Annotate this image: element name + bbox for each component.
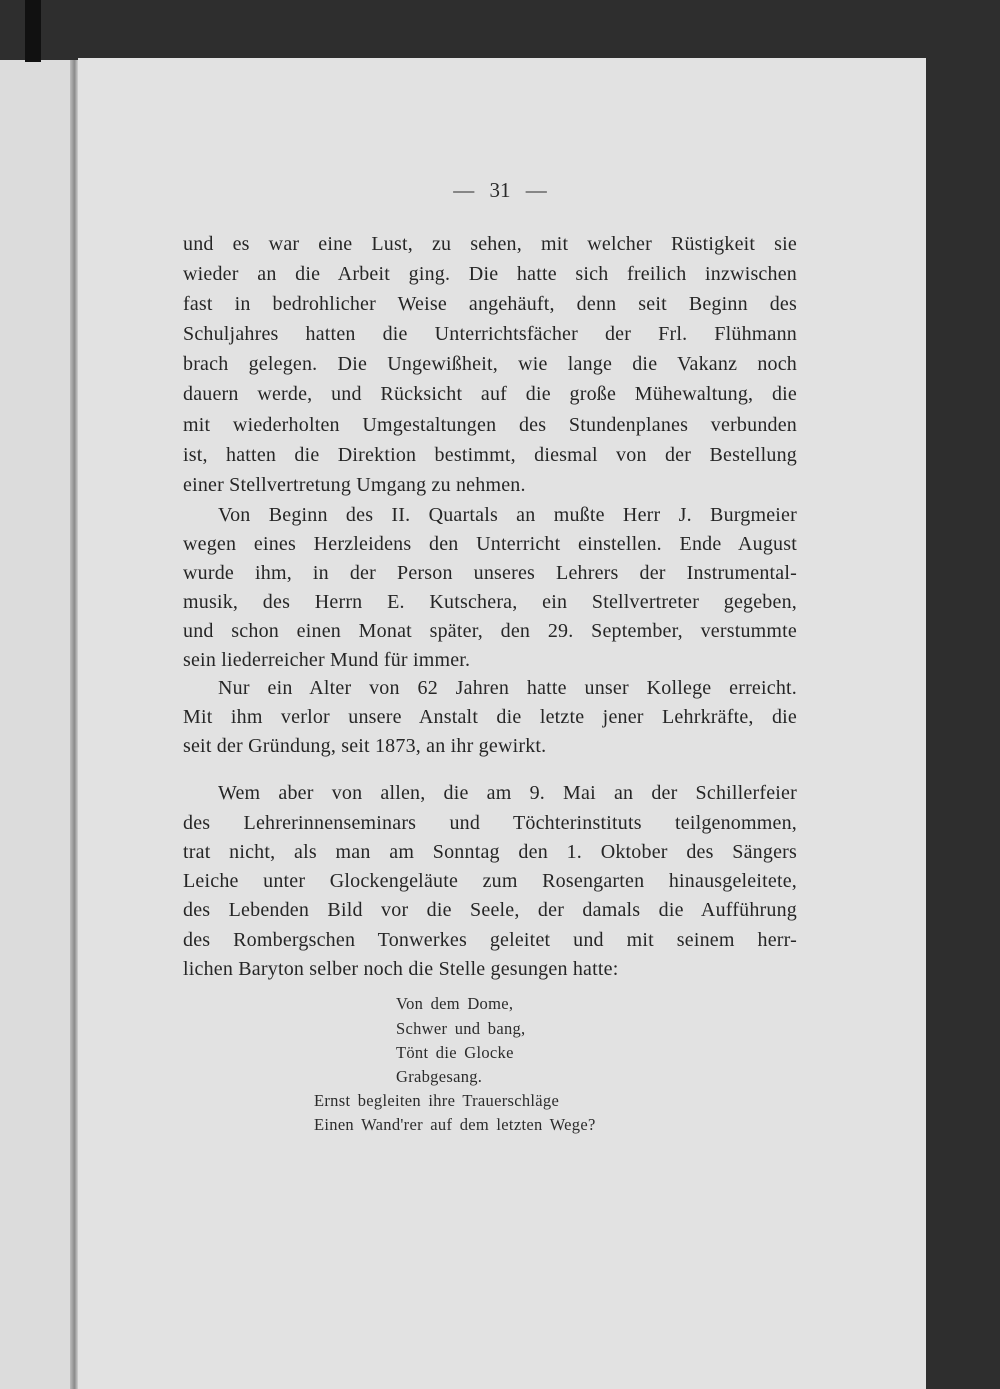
text-line: wurde ihm, in der Person unseres Lehrers der Instrumental- xyxy=(183,562,797,584)
text-line: sein liederreicher Mund für immer. xyxy=(183,649,471,671)
text-line: musik, des Herrn E. Kutschera, ein Stellvertreter gegeben, xyxy=(183,591,797,613)
text-line: und schon einen Monat später, den 29. September, verstummte xyxy=(183,620,797,642)
poem-line: Grabgesang. xyxy=(396,1067,483,1086)
poem-line: Tönt die Glocke xyxy=(396,1043,514,1062)
text-line: trat nicht, als man am Sonntag den 1. Oktober des Sängers xyxy=(183,841,797,863)
text-line: des Lebenden Bild vor die Seele, der damals die Aufführung xyxy=(183,899,797,921)
poem-line: Einen Wand'rer auf dem letzten Wege? xyxy=(314,1115,596,1134)
text-line: Von Beginn des II. Quartals an mußte Herr J. Burgmeier xyxy=(218,504,797,526)
previous-page-edge xyxy=(0,60,72,1389)
text-line: Mit ihm verlor unsere Anstalt die letzte jener Lehrkräfte, die xyxy=(183,706,797,728)
text-line: dauern werde, und Rücksicht auf die große Mühewaltung, die xyxy=(183,383,797,405)
text-line: wegen eines Herzleidens den Unterricht einstellen. Ende August xyxy=(183,533,797,555)
text-line: Wem aber von allen, die am 9. Mai an der Schillerfeier xyxy=(218,782,797,804)
binding-strip xyxy=(25,0,41,62)
poem-line: Ernst begleiten ihre Trauerschläge xyxy=(314,1091,560,1110)
text-line: lichen Baryton selber noch die Stelle gesungen hatte: xyxy=(183,958,619,980)
text-line: einer Stellvertretung Umgang zu nehmen. xyxy=(183,474,526,496)
text-line: seit der Gründung, seit 1873, an ihr gewirkt. xyxy=(183,735,547,757)
text-line: brach gelegen. Die Ungewißheit, wie lange die Vakanz noch xyxy=(183,353,797,375)
poem-line: Von dem Dome, xyxy=(396,994,514,1013)
text-line: ist, hatten die Direktion bestimmt, diesmal von der Bestellung xyxy=(183,444,797,466)
text-line: und es war eine Lust, zu sehen, mit welcher Rüstigkeit sie xyxy=(183,233,797,255)
text-line: des Rombergschen Tonwerkes geleitet und mit seinem herr- xyxy=(183,929,797,951)
text-line: fast in bedrohlicher Weise angehäuft, denn seit Beginn des xyxy=(183,293,797,315)
text-line: wieder an die Arbeit ging. Die hatte sich freilich inzwischen xyxy=(183,263,797,285)
text-line: Nur ein Alter von 62 Jahren hatte unser Kollege erreicht. xyxy=(218,677,797,699)
text-line: des Lehrerinnenseminars und Töchterinstituts teilgenommen, xyxy=(183,812,797,834)
poem-line: Schwer und bang, xyxy=(396,1019,526,1038)
text-line: mit wiederholten Umgestaltungen des Stundenplanes verbunden xyxy=(183,414,797,436)
page-number: — 31 — xyxy=(453,178,547,202)
text-line: Schuljahres hatten die Unterrichtsfächer der Frl. Flühmann xyxy=(183,323,797,345)
text-line: Leiche unter Glockengeläute zum Rosengarten hinausgeleitete, xyxy=(183,870,797,892)
